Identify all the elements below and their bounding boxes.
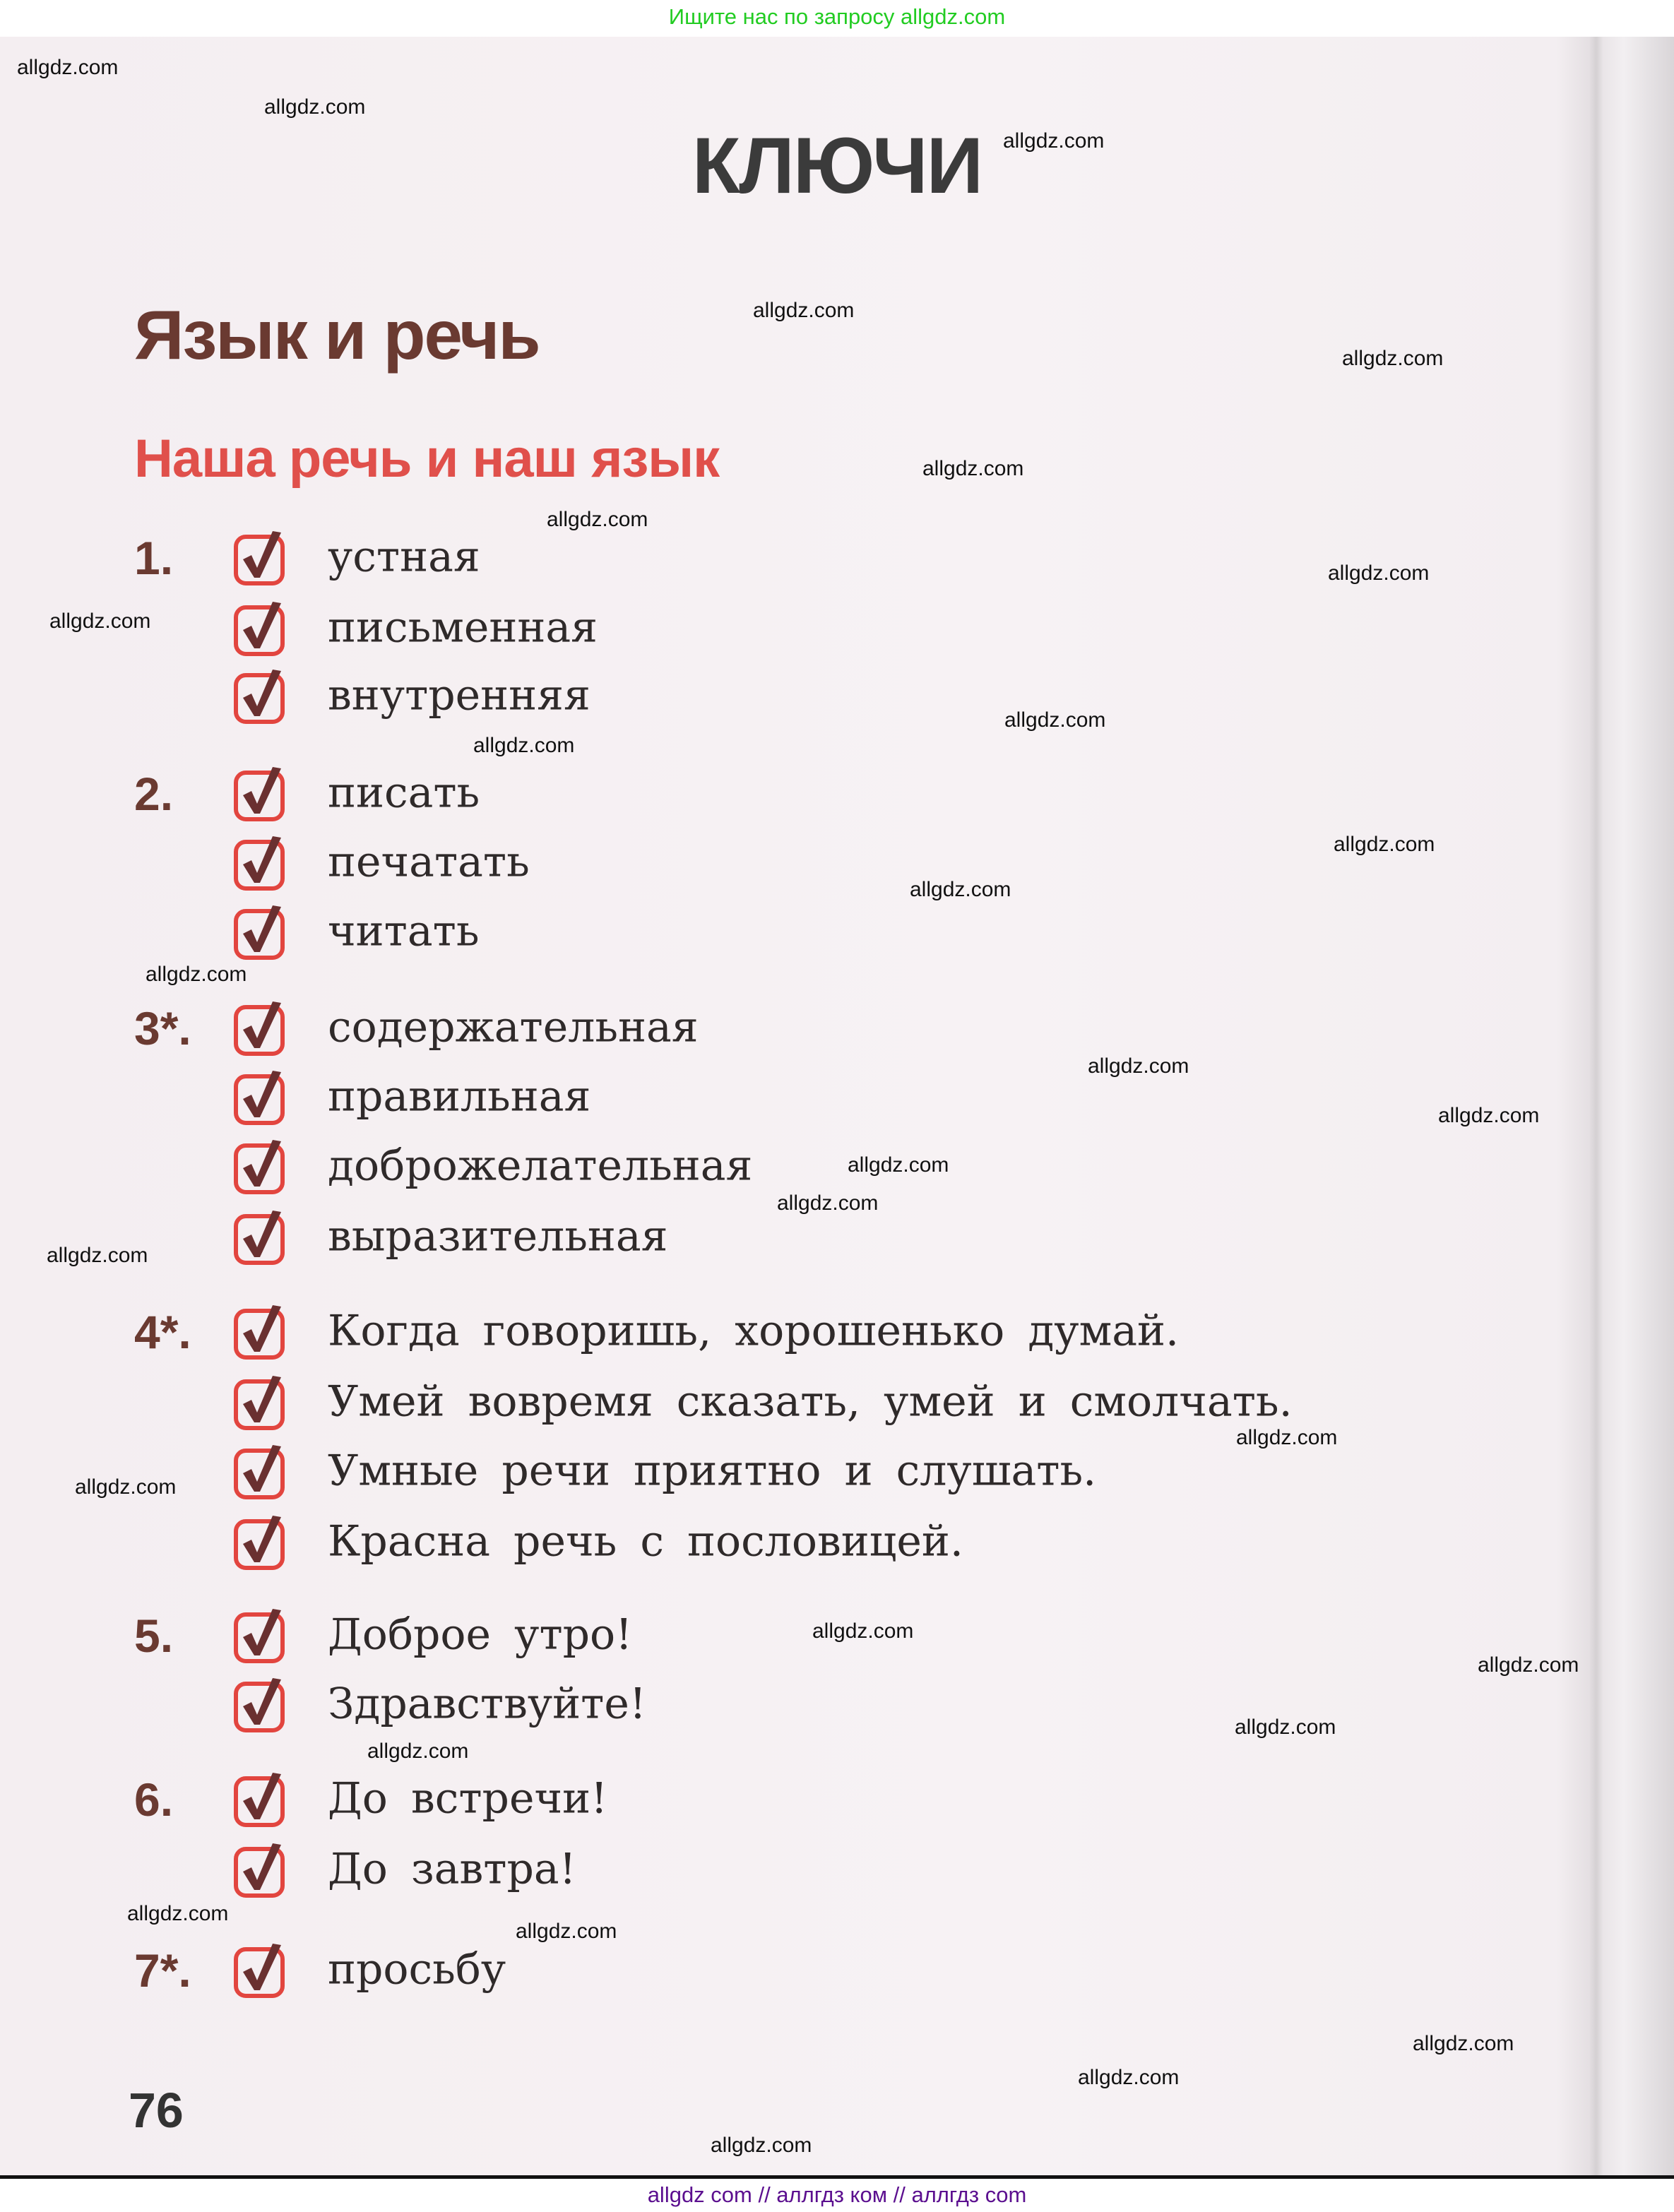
top-banner: Ищите нас по запросу allgdz.com	[0, 0, 1674, 37]
watermark-text: allgdz.com	[1003, 129, 1105, 153]
page-number: 76	[129, 2083, 184, 2138]
checkmark-box-icon	[230, 833, 290, 893]
watermark-text: allgdz.com	[47, 1244, 148, 1267]
checkmark-box-icon	[230, 599, 290, 658]
checkmark-box-icon	[230, 1513, 290, 1572]
task-number: 1.	[134, 532, 174, 584]
watermark-text: allgdz.com	[1004, 708, 1106, 732]
checkmark-box-icon	[230, 1442, 290, 1502]
task-number: 6.	[134, 1773, 174, 1826]
watermark-text: allgdz.com	[1438, 1104, 1540, 1127]
checkmark-box-icon	[230, 1208, 290, 1267]
watermark-text: allgdz.com	[49, 610, 151, 633]
checkmark-box-icon	[230, 1606, 290, 1665]
task-number: 4*.	[134, 1306, 191, 1358]
watermark-text: allgdz.com	[1478, 1653, 1579, 1677]
checkmark-box-icon	[230, 903, 290, 962]
checkmark-box-icon	[230, 999, 290, 1058]
answer-text: письменная	[328, 602, 598, 653]
task-number: 7*.	[134, 1944, 191, 1997]
checkmark-box-icon	[230, 1841, 290, 1900]
subsection-heading: Наша речь и наш язык	[134, 429, 720, 489]
answer-text: устная	[328, 532, 480, 582]
page-title: КЛЮЧИ	[691, 121, 983, 210]
watermark-text: allgdz.com	[1413, 2032, 1514, 2055]
answer-text: читать	[328, 906, 480, 956]
bottom-banner: allgdz com // аллгдз ком // аллгдз com	[0, 2179, 1674, 2212]
watermark-text: allgdz.com	[17, 56, 119, 79]
answer-text: просьбу	[328, 1944, 506, 1994]
answer-text: Когда говоришь, хорошенько думай.	[328, 1306, 1180, 1356]
checkmark-box-icon	[230, 1675, 290, 1735]
checkmark-box-icon	[230, 528, 290, 588]
answer-text: доброжелательная	[328, 1141, 753, 1191]
watermark-text: allgdz.com	[1088, 1054, 1189, 1078]
answer-text: писать	[328, 768, 480, 818]
task-number: 3*.	[134, 1002, 191, 1054]
watermark-text: allgdz.com	[1236, 1426, 1338, 1449]
answer-text: Умные речи приятно и слушать.	[328, 1446, 1097, 1496]
task-number: 2.	[134, 768, 174, 820]
answer-text: содержательная	[328, 1002, 699, 1052]
watermark-text: allgdz.com	[1235, 1716, 1336, 1739]
page-fold-shadow	[1589, 37, 1603, 2177]
watermark-text: allgdz.com	[547, 508, 648, 531]
answer-text: Умей вовремя сказать, умей и смолчать.	[328, 1376, 1293, 1427]
answer-text: До встречи!	[328, 1773, 608, 1824]
answer-text: правильная	[328, 1071, 591, 1122]
watermark-text: allgdz.com	[264, 95, 366, 119]
checkmark-box-icon	[230, 1770, 290, 1829]
checkmark-box-icon	[230, 1941, 290, 2000]
answer-text: До завтра!	[328, 1844, 576, 1894]
watermark-text: allgdz.com	[753, 299, 855, 322]
answer-text: Доброе утро!	[328, 1610, 633, 1660]
watermark-text: allgdz.com	[922, 457, 1024, 480]
watermark-text: allgdz.com	[1078, 2066, 1180, 2089]
answer-text: печатать	[328, 837, 530, 887]
watermark-text: allgdz.com	[777, 1191, 879, 1215]
watermark-text: allgdz.com	[127, 1902, 229, 1925]
watermark-text: allgdz.com	[75, 1475, 177, 1499]
checkmark-box-icon	[230, 1302, 290, 1362]
answer-text: внутренняя	[328, 670, 590, 720]
watermark-text: allgdz.com	[812, 1619, 914, 1643]
watermark-text: allgdz.com	[473, 734, 575, 757]
watermark-text: allgdz.com	[711, 2134, 812, 2157]
answer-text: выразительная	[328, 1211, 668, 1261]
checkmark-box-icon	[230, 764, 290, 823]
watermark-text: allgdz.com	[516, 1920, 617, 1943]
watermark-text: allgdz.com	[367, 1740, 469, 1763]
answer-text: Красна речь с пословицей.	[328, 1516, 963, 1566]
checkmark-box-icon	[230, 1068, 290, 1127]
watermark-text: allgdz.com	[910, 878, 1011, 901]
watermark-text: allgdz.com	[1328, 561, 1430, 585]
watermark-text: allgdz.com	[146, 963, 247, 986]
task-number: 5.	[134, 1610, 174, 1662]
watermark-text: allgdz.com	[1342, 347, 1444, 370]
checkmark-box-icon	[230, 1373, 290, 1432]
checkmark-box-icon	[230, 667, 290, 726]
section-heading: Язык и речь	[134, 296, 540, 374]
watermark-text: allgdz.com	[1334, 833, 1435, 856]
answer-text: Здравствуйте!	[328, 1679, 646, 1729]
watermark-text: allgdz.com	[848, 1153, 949, 1177]
checkmark-box-icon	[230, 1137, 290, 1196]
